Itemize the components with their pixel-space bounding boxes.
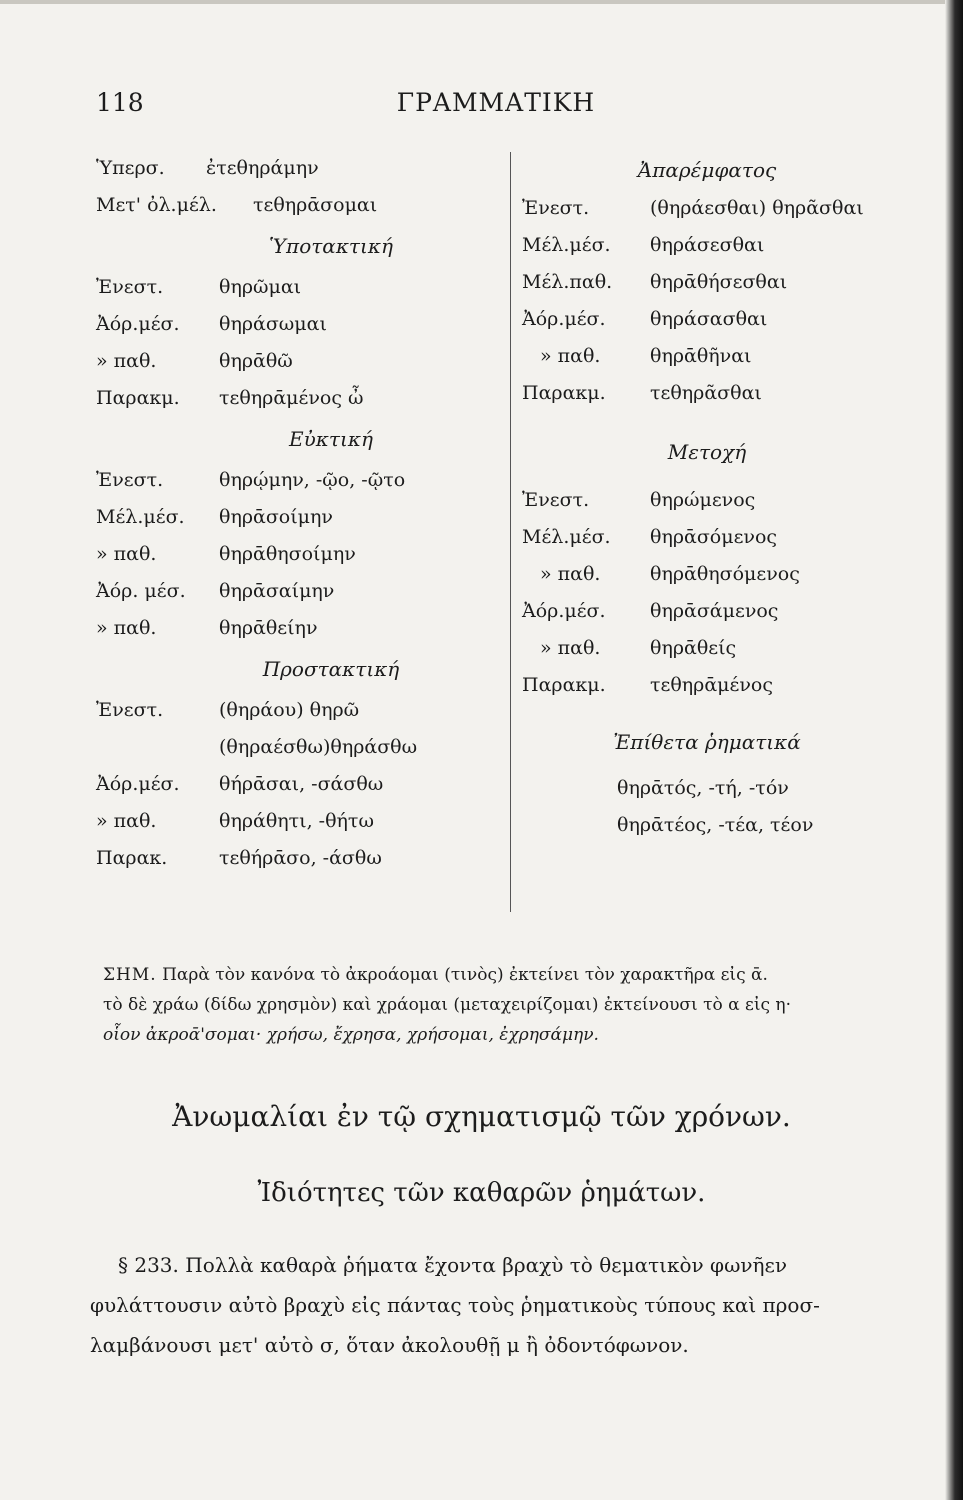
row-value: τεθήρᾱσο, -άσθω	[219, 847, 382, 869]
row-label: Μέλ.μέσ.	[522, 526, 611, 548]
row-value: (θηράου) θηρῶ	[219, 699, 360, 721]
row-label: » παθ.	[540, 637, 601, 659]
row-value: θηρᾱτέος, -τέα, τέον	[617, 814, 814, 836]
note-line: οἷον ἀκροᾱ'σομαι· χρήσω, ἔχρησα, χρήσομαι, ἐχρησάμην.	[103, 1025, 599, 1045]
note-block	[103, 960, 923, 1050]
row-value: θηρᾱθησόμενος	[650, 563, 800, 585]
row-value: (θηραέσθω)θηράσθω	[219, 736, 418, 758]
page-header	[96, 88, 896, 124]
row-value: θηράσασθαι	[650, 308, 768, 330]
row-label: Ἐνεστ.	[96, 699, 164, 721]
table-row	[96, 610, 506, 647]
row-label: Παρακμ.	[96, 387, 180, 409]
row-label: Ἀόρ. μέσ.	[96, 580, 186, 602]
paragraph-line: φυλάττουσιν αὐτὸ βραχὺ εἰς πάντας τοὺς ῥηματικοὺς τύπους καὶ προσ-	[90, 1293, 820, 1317]
row-value: θηρώμενος	[650, 489, 756, 511]
row-value: θηρᾱθείς	[650, 637, 737, 659]
subheading-efktiki: Εὐκτική	[289, 427, 373, 451]
table-row	[522, 770, 862, 807]
paragraph-line: § 233. Πολλὰ καθαρὰ ῥήματα ἔχοντα βραχὺ τὸ θεματικὸν φωνῆεν	[118, 1253, 788, 1277]
right-column	[522, 150, 862, 844]
table-row	[96, 536, 506, 573]
row-value: θηράσωμαι	[219, 313, 327, 335]
table-row	[522, 519, 862, 556]
row-value: τεθηρᾶσθαι	[650, 382, 762, 404]
table-row	[522, 190, 862, 227]
subheading-metochi: Μετοχή	[667, 440, 747, 464]
table-row	[522, 227, 862, 264]
row-value: θηρᾱσαίμην	[219, 580, 335, 602]
note-line	[103, 960, 923, 990]
table-row	[96, 150, 506, 187]
page-edge-shadow	[945, 0, 963, 1500]
row-value: θηρᾱσοίμην	[219, 506, 333, 528]
subheading-hypotaktiki: Ὑποτακτική	[269, 234, 393, 258]
row-label: Παρακμ.	[522, 674, 606, 696]
paragraph-line: λαμβάνουσι μετ' αὐτὸ σ, ὅταν ἀκολουθῇ μ ἢ ὀδοντόφωνον.	[90, 1333, 689, 1357]
left-column	[96, 150, 506, 877]
row-label: Ἐνεστ.	[522, 197, 590, 219]
row-label: » παθ.	[96, 810, 157, 832]
table-row	[522, 482, 862, 519]
row-label: Μέλ.μέσ.	[522, 234, 611, 256]
row-value: τεθηρᾱμένος	[650, 674, 773, 696]
row-value: θηρᾱτός, -τή, -τόν	[617, 777, 789, 799]
row-value: θηρᾱθήσεσθαι	[650, 271, 788, 293]
table-row	[522, 301, 862, 338]
row-label: Ἀόρ.μέσ.	[96, 313, 180, 335]
page-number: 118	[96, 88, 144, 117]
row-label: Ὑπερσ.	[96, 157, 165, 179]
row-label: Ἐνεστ.	[96, 276, 164, 298]
note-text: Παρὰ τὸν κανόνα τὸ ἀκροάομαι (τινὸς) ἐκτείνει τὸν χαρακτῆρα εἰς ᾱ.	[162, 965, 768, 985]
row-label: Ἐνεστ.	[522, 489, 590, 511]
table-row	[96, 729, 506, 766]
row-label: Μετ' ὀλ.μέλ.	[96, 194, 217, 216]
row-label: Παρακμ.	[522, 382, 606, 404]
subheading-aparemfatos: Ἀπαρέμφατος	[637, 158, 777, 182]
column-divider	[510, 152, 511, 912]
table-row	[96, 462, 506, 499]
row-value: θηρᾱθῶ	[219, 350, 293, 372]
table-row	[96, 380, 506, 417]
note-label: ΣΗΜ.	[103, 965, 157, 985]
table-row	[96, 766, 506, 803]
row-label: Μέλ.παθ.	[522, 271, 613, 293]
subheading-epitheta: Ἐπίθετα ῥηματικά	[613, 730, 801, 754]
row-label: » παθ.	[96, 350, 157, 372]
row-value: θηρᾱσάμενος	[650, 600, 779, 622]
row-label: » παθ.	[96, 543, 157, 565]
table-row	[522, 593, 862, 630]
row-label: » παθ.	[540, 345, 601, 367]
table-row	[522, 556, 862, 593]
row-value: θήρᾱσαι, -σάσθω	[219, 773, 384, 795]
row-value: θηρᾱθῆναι	[650, 345, 752, 367]
row-label: Ἀόρ.μέσ.	[522, 600, 606, 622]
table-row	[96, 692, 506, 729]
table-row	[96, 803, 506, 840]
row-label: Μέλ.μέσ.	[96, 506, 185, 528]
table-row	[96, 306, 506, 343]
row-value: θηράσεσθαι	[650, 234, 765, 256]
row-value: τεθηρᾱμένος ὦ	[219, 387, 364, 409]
table-row	[522, 375, 862, 412]
table-row	[96, 187, 506, 224]
table-row	[96, 573, 506, 610]
row-value: ἐτεθηράμην	[206, 157, 319, 179]
row-value: θηρᾱθείην	[219, 617, 318, 639]
row-label: Ἀόρ.μέσ.	[96, 773, 180, 795]
page-title: ΓΡΑΜΜΑΤΙΚΗ	[396, 88, 596, 117]
row-value: θηρᾱσόμενος	[650, 526, 778, 548]
row-label: » παθ.	[540, 563, 601, 585]
table-row	[96, 343, 506, 380]
row-label: Ἀόρ.μέσ.	[522, 308, 606, 330]
row-value: θηράθητι, -θήτω	[219, 810, 374, 832]
table-row	[522, 807, 862, 844]
table-row	[522, 667, 862, 704]
subheading-prostaktiki: Προστακτική	[262, 657, 400, 681]
table-row	[96, 269, 506, 306]
row-value: θηρᾱθησοίμην	[219, 543, 356, 565]
row-value: (θηράεσθαι) θηρᾶσθαι	[650, 197, 864, 219]
row-label: Ἐνεστ.	[96, 469, 164, 491]
table-row	[96, 499, 506, 536]
paragraph-233	[90, 1245, 910, 1365]
row-value: θηρῶμαι	[219, 276, 302, 298]
row-value: θηρῴμην, -ῷο, -ῷτο	[219, 469, 406, 491]
row-label: Παρακ.	[96, 847, 168, 869]
section-title: Ἀνωμαλίαι ἐν τῷ σχηματισμῷ τῶν χρόνων.	[172, 1100, 791, 1133]
note-line: τὸ δὲ χράω (δίδω χρησμὸν) καὶ χράομαι (μεταχειρίζομαι) ἐκτείνουσι τὸ α εἰς η·	[103, 995, 792, 1015]
table-row	[522, 338, 862, 375]
table-row	[522, 264, 862, 301]
table-row	[96, 840, 506, 877]
row-label: » παθ.	[96, 617, 157, 639]
table-row	[522, 630, 862, 667]
subsection-title: Ἰδιότητες τῶν καθαρῶν ῥημάτων.	[257, 1178, 706, 1208]
top-border	[0, 0, 963, 4]
row-value: τεθηρᾱσομαι	[253, 194, 378, 216]
